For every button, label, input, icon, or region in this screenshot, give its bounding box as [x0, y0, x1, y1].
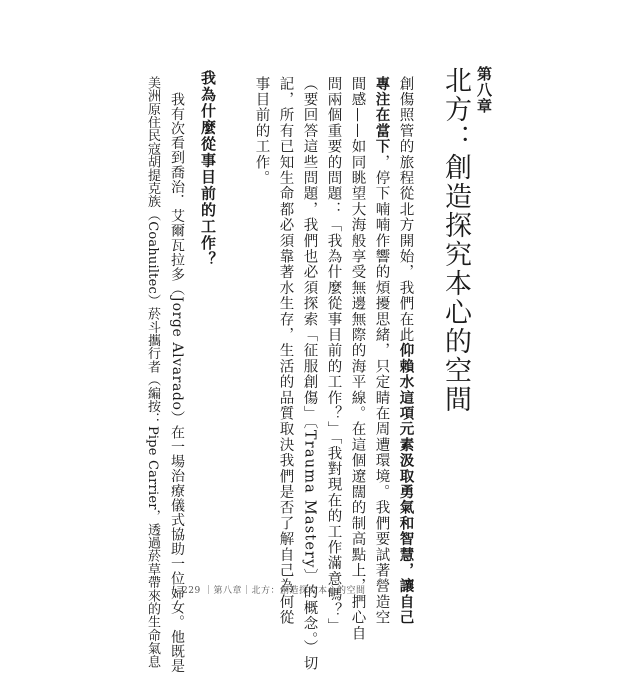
- paragraph-1-line-1: [398, 76, 413, 626]
- text-run: ，停下喃喃作響的煩擾思緒，只定睛在周遭環境。我們要試著營造空: [373, 154, 390, 626]
- paragraph-1-line-7: 事目前的工作。: [253, 76, 270, 186]
- paragraph-1-line-4: 問兩個重要的問題：「我為什麼從事目前的工作？」「我對現在的工作滿意嗎？」: [325, 76, 342, 634]
- bold-text-run: 仰賴水這項元素汲取勇氣和智慧，讓自己: [397, 342, 415, 626]
- paragraph-1-line-5: （要回答這些問題，我們也必須探索「征服創傷」〔Trauma Mastery〕的概念。）切: [301, 76, 318, 672]
- paragraph-1-line-3: 間感——如同眺望大海般享受無邊無際的海平線。在這個遼闊的制高點上，捫心自: [349, 76, 366, 642]
- paragraph-1-line-2: [374, 76, 389, 626]
- paragraph-1-line-6: 記，所有已知生命都必須靠著水生存，生活的品質取決我們是否了解自己為何從: [277, 76, 294, 626]
- chapter-title: 北方：創造探究本心的空間: [440, 66, 471, 414]
- bold-text-run: 專注在當下: [373, 76, 391, 155]
- text-run: 創傷照管的旅程從北方開始，我們在此: [397, 76, 414, 343]
- section-heading: 我為什麼從事目前的工作？: [199, 70, 217, 268]
- chapter-label: 第八章: [475, 66, 493, 114]
- paragraph-2-line-2: 美洲原住民寇胡提克族（Coahuiltec）菸斗攜行者（編按：Pipe Carrier，透過菸草帶來的生命氣息: [145, 76, 160, 669]
- page-footer: 229 ｜第八章｜北方：創造探究本心的空間: [182, 586, 366, 596]
- paragraph-2-line-1: 我有次看到喬治．艾爾瓦拉多（Jorge Alvarado）在一場治療儀式協助一位婦女。他既是: [169, 92, 185, 673]
